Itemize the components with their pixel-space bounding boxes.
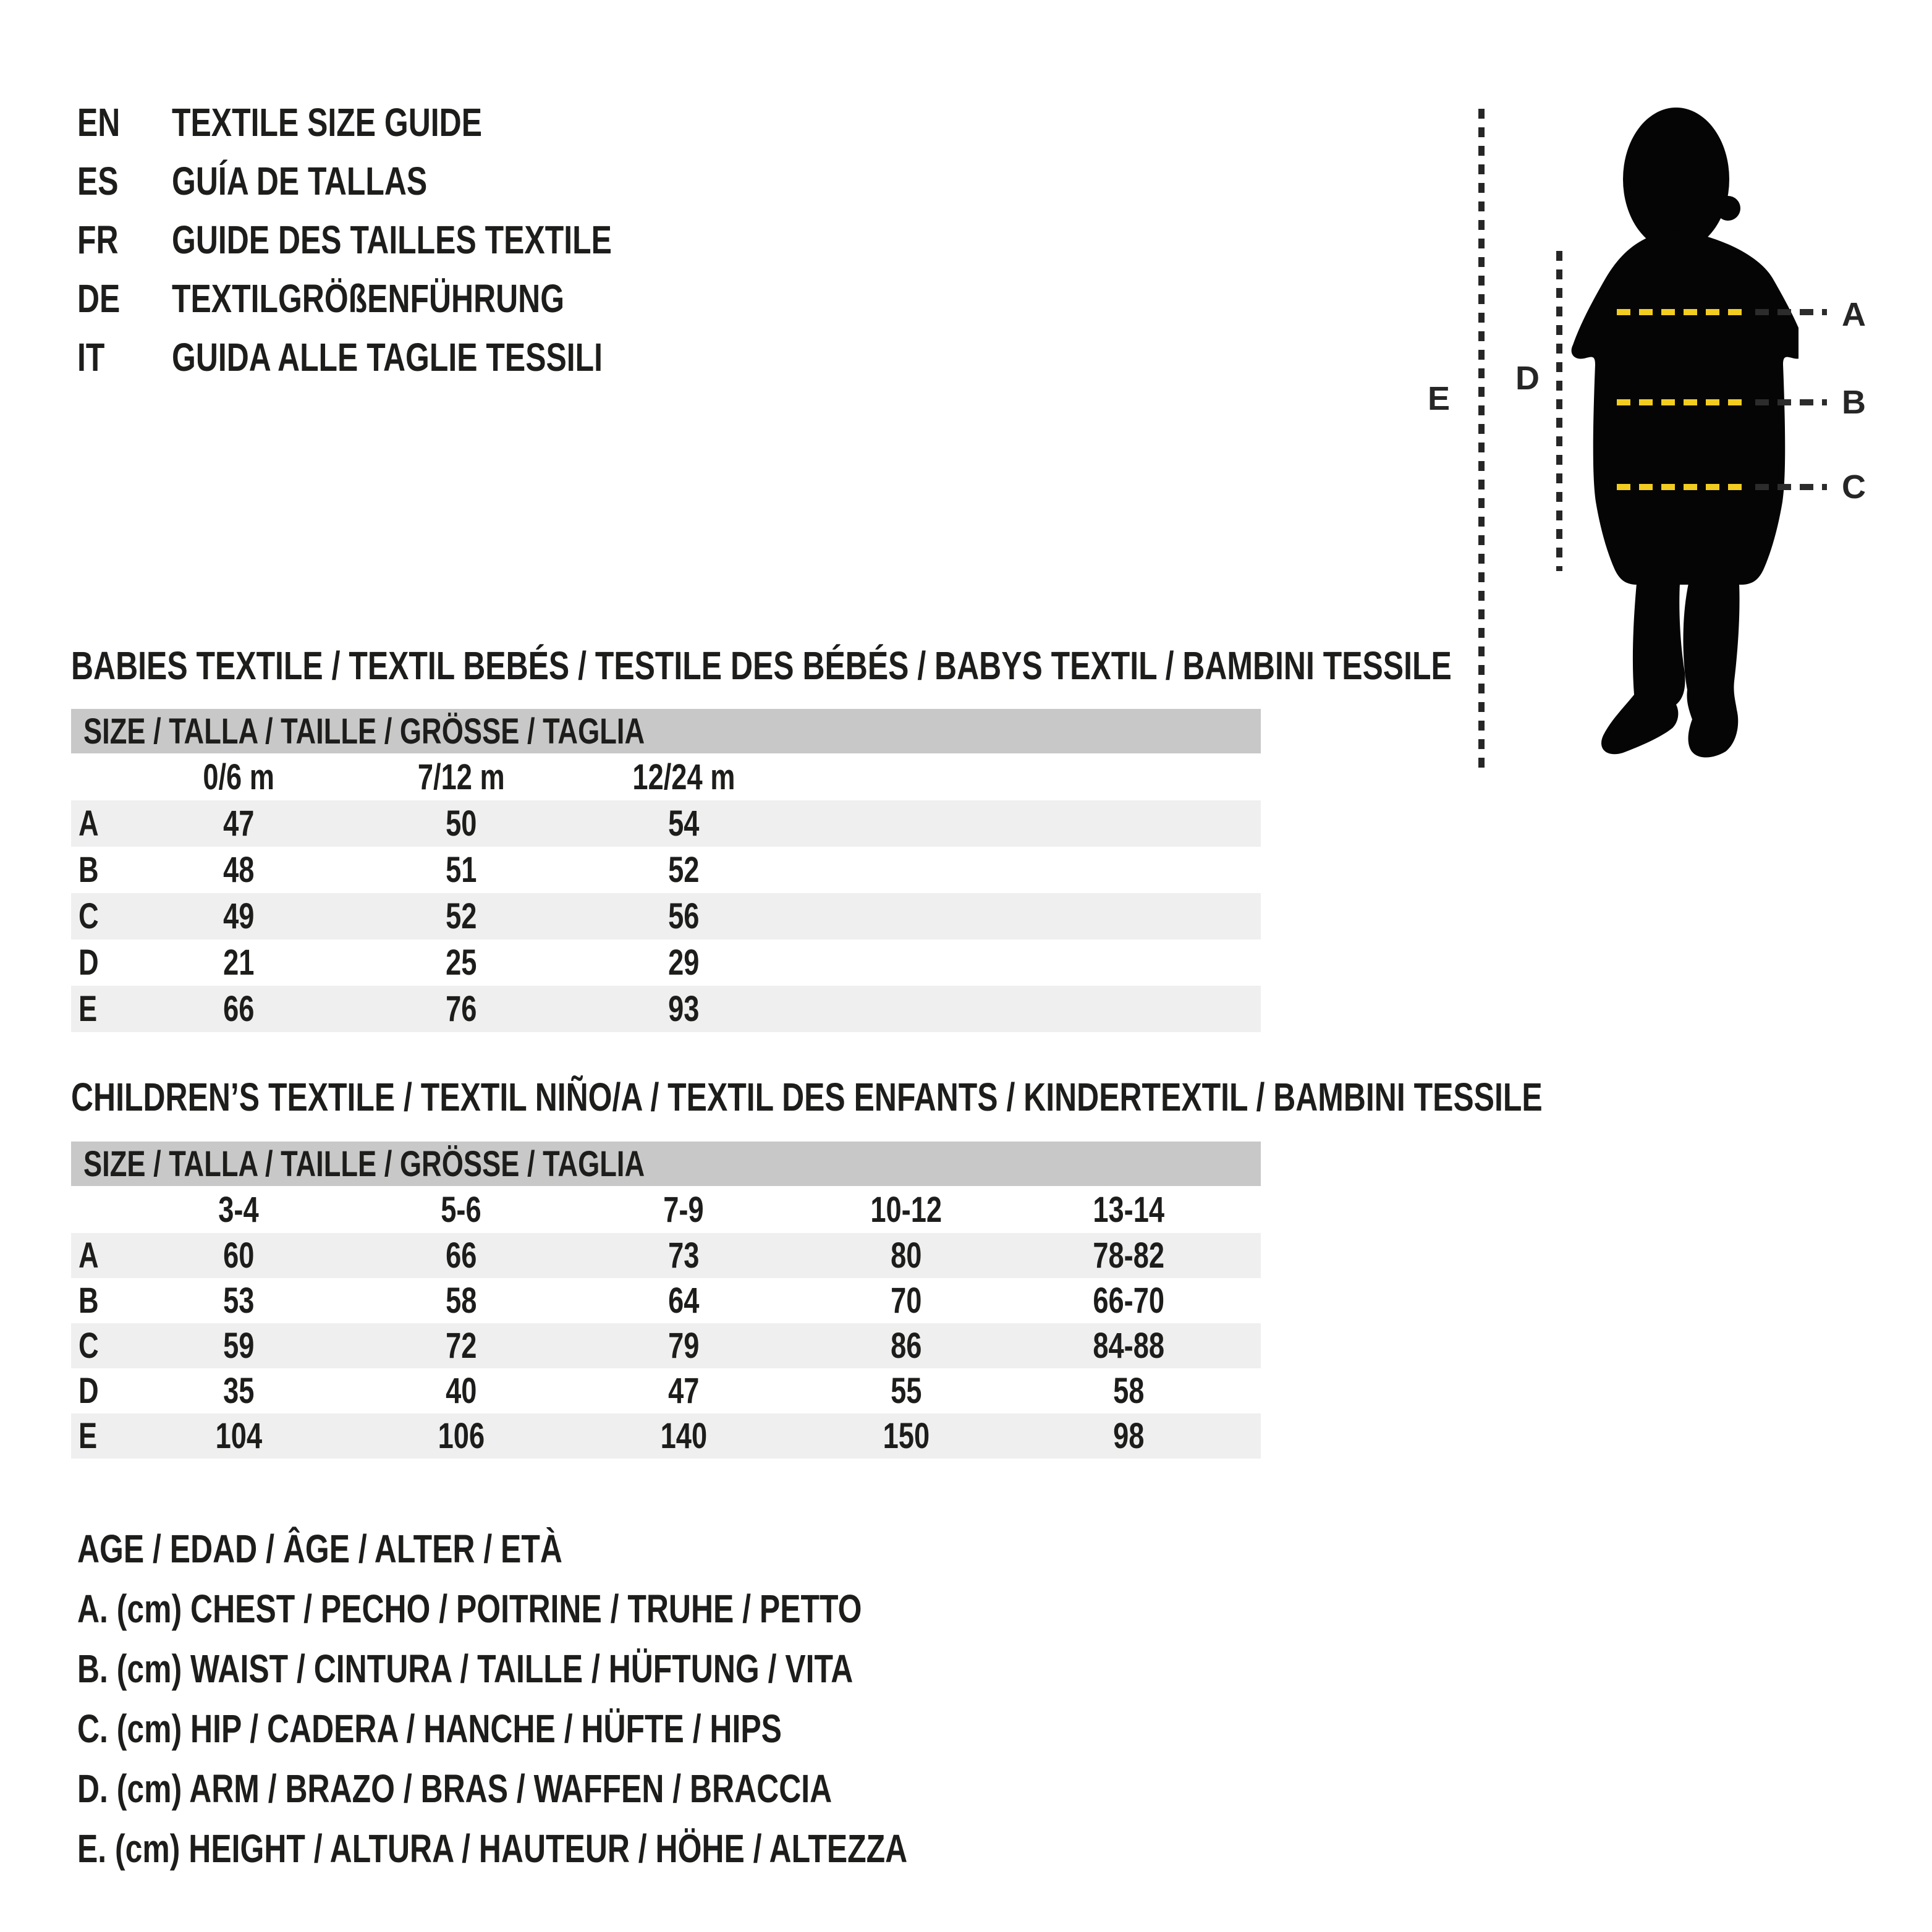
table-cell: 50 <box>445 803 477 844</box>
height-measure-line-E <box>1478 109 1485 771</box>
language-code <box>77 334 172 380</box>
table-cell: 106 <box>438 1416 485 1456</box>
babies-column-header-row <box>71 753 1261 800</box>
language-code-text: DE <box>77 276 121 321</box>
language-code <box>77 217 172 263</box>
babies-size-header-text: SIZE / TALLA / TAILLE / GRÖSSE / TAGLIA <box>83 711 645 752</box>
table-row-B <box>71 1278 1261 1323</box>
table-cell: 53 <box>222 1281 255 1321</box>
table-cell: 78-82 <box>1093 1235 1164 1276</box>
table-row-A <box>71 800 1261 847</box>
table-cell: 70 <box>890 1281 922 1321</box>
language-code <box>77 158 172 204</box>
row-label: E <box>78 1416 98 1456</box>
hip-line-yellow <box>1617 484 1749 490</box>
legend-waist: B. (cm) WAIST / CINTURA / TAILLE / HÜFTUNG / VITA <box>77 1646 854 1691</box>
table-row-E <box>71 1413 1261 1459</box>
guide-title-text: TEXTILGRÖßENFÜHRUNG <box>172 276 565 321</box>
guide-title-fr <box>172 217 736 263</box>
table-cell: 47 <box>222 803 255 844</box>
chest-line-yellow <box>1617 309 1749 315</box>
guide-title-text: TEXTILE SIZE GUIDE <box>172 100 483 145</box>
table-cell: 72 <box>445 1326 477 1366</box>
table-cell: 54 <box>667 803 700 844</box>
children-size-header-text: SIZE / TALLA / TAILLE / GRÖSSE / TAGLIA <box>83 1143 645 1184</box>
children-section-title-text: CHILDREN’S TEXTILE / TEXTIL NIÑO/A / TEXTIL DES ENFANTS / KINDERTEXTIL / BAMBINI TESSILE <box>71 1075 1543 1119</box>
column-header-5-6: 5-6 <box>441 1189 481 1230</box>
table-cell: 66-70 <box>1093 1281 1164 1321</box>
babies-section-title-text: BABIES TEXTILE / TEXTIL BEBÉS / TESTILE DES BÉBÉS / BABYS TEXTIL / BAMBINI TESSILE <box>71 643 1452 688</box>
table-cell: 59 <box>222 1326 255 1366</box>
language-row-de <box>77 269 736 328</box>
table-cell: 86 <box>890 1326 922 1366</box>
row-label: E <box>78 989 98 1029</box>
table-row-A <box>71 1233 1261 1278</box>
legend-height: E. (cm) HEIGHT / ALTURA / HAUTEUR / HÖHE / ALTEZZA <box>77 1826 908 1871</box>
table-cell: 66 <box>222 989 255 1029</box>
legend-hip: C. (cm) HIP / CADERA / HANCHE / HÜFTE / HIPS <box>77 1706 782 1751</box>
table-cell: 51 <box>445 850 477 890</box>
measure-label-B: B <box>1842 384 1866 421</box>
table-cell: 29 <box>667 943 700 983</box>
row-label: D <box>78 1371 99 1411</box>
child-silhouette-icon <box>1533 106 1799 761</box>
guide-title-text: GUÍA DE TALLAS <box>172 158 428 203</box>
guide-title-de <box>172 276 675 321</box>
table-cell: 47 <box>667 1371 700 1411</box>
language-code-text: ES <box>77 158 119 203</box>
legend-chest: A. (cm) CHEST / PECHO / POITRINE / TRUHE / PETTO <box>77 1587 862 1631</box>
guide-title-it <box>172 334 724 380</box>
table-cell: 64 <box>667 1281 700 1321</box>
table-cell: 21 <box>222 943 255 983</box>
children-section-title <box>71 1075 1543 1119</box>
column-header-0-6m: 0/6 m <box>203 756 274 797</box>
table-row-C <box>71 1323 1261 1368</box>
column-header-7-9: 7-9 <box>663 1189 704 1230</box>
table-row-C <box>71 893 1261 939</box>
language-title-list <box>77 93 736 386</box>
column-header-13-14: 13-14 <box>1093 1189 1164 1230</box>
table-cell: 58 <box>445 1281 477 1321</box>
table-cell: 55 <box>890 1371 922 1411</box>
column-header-10-12: 10-12 <box>870 1189 942 1230</box>
row-label: C <box>78 896 99 936</box>
language-row-en <box>77 93 736 151</box>
language-row-it <box>77 328 736 386</box>
measurement-figure <box>1409 93 1932 803</box>
row-label: A <box>78 1235 99 1276</box>
language-code-text: FR <box>77 217 119 262</box>
children-size-header-bar <box>71 1142 1261 1186</box>
babies-section-title <box>71 643 1452 688</box>
waist-line-dark <box>1755 399 1827 405</box>
guide-title-text: GUIDA ALLE TAGLIE TESSILI <box>172 334 603 379</box>
chest-line-dark <box>1755 309 1827 315</box>
table-cell: 79 <box>667 1326 700 1366</box>
column-header-7-12m: 7/12 m <box>417 756 505 797</box>
table-cell: 60 <box>222 1235 255 1276</box>
table-cell: 84-88 <box>1093 1326 1164 1366</box>
row-label: C <box>78 1326 99 1366</box>
children-column-header-row <box>71 1186 1261 1233</box>
table-cell: 40 <box>445 1371 477 1411</box>
language-code-text: IT <box>77 334 105 379</box>
table-row-B <box>71 847 1261 893</box>
language-code <box>77 276 172 321</box>
table-cell: 150 <box>883 1416 930 1456</box>
legend-arm: D. (cm) ARM / BRAZO / BRAS / WAFFEN / BRACCIA <box>77 1766 833 1811</box>
row-label: A <box>78 803 99 844</box>
table-cell: 66 <box>445 1235 477 1276</box>
guide-title-text: GUIDE DES TAILLES TEXTILE <box>172 217 612 262</box>
column-header-12-24m: 12/24 m <box>632 756 735 797</box>
table-cell: 48 <box>222 850 255 890</box>
measure-label-C: C <box>1842 468 1866 506</box>
language-code <box>77 100 172 145</box>
table-cell: 76 <box>445 989 477 1029</box>
table-cell: 73 <box>667 1235 700 1276</box>
row-label: B <box>78 850 99 890</box>
table-cell: 52 <box>667 850 700 890</box>
table-cell: 56 <box>667 896 700 936</box>
row-label: D <box>78 943 99 983</box>
guide-title-es <box>172 158 499 204</box>
measure-label-A: A <box>1842 296 1866 333</box>
column-header-3-4: 3-4 <box>218 1189 259 1230</box>
language-row-fr <box>77 210 736 269</box>
table-cell: 52 <box>445 896 477 936</box>
table-cell: 58 <box>1112 1371 1145 1411</box>
row-label: B <box>78 1281 99 1321</box>
measure-label-E: E <box>1428 380 1451 417</box>
hip-line-dark <box>1755 484 1827 490</box>
table-row-D <box>71 1368 1261 1413</box>
table-cell: 80 <box>890 1235 922 1276</box>
children-section <box>71 1075 1543 1459</box>
language-row-es <box>77 151 736 210</box>
table-row-E <box>71 986 1261 1032</box>
table-cell: 35 <box>222 1371 255 1411</box>
table-cell: 98 <box>1112 1416 1145 1456</box>
legend-age: AGE / EDAD / ÂGE / ALTER / ETÀ <box>77 1527 562 1571</box>
babies-size-header-bar <box>71 709 1261 753</box>
measure-label-D: D <box>1515 360 1540 397</box>
table-cell: 25 <box>445 943 477 983</box>
table-cell: 140 <box>660 1416 707 1456</box>
table-cell: 104 <box>215 1416 262 1456</box>
measurement-legend <box>77 1519 1142 1879</box>
language-code-text: EN <box>77 100 121 145</box>
table-cell: 93 <box>667 989 700 1029</box>
table-cell: 49 <box>222 896 255 936</box>
guide-title-en <box>172 100 570 145</box>
waist-line-yellow <box>1617 399 1749 405</box>
table-row-D <box>71 939 1261 986</box>
babies-section <box>71 643 1452 1032</box>
